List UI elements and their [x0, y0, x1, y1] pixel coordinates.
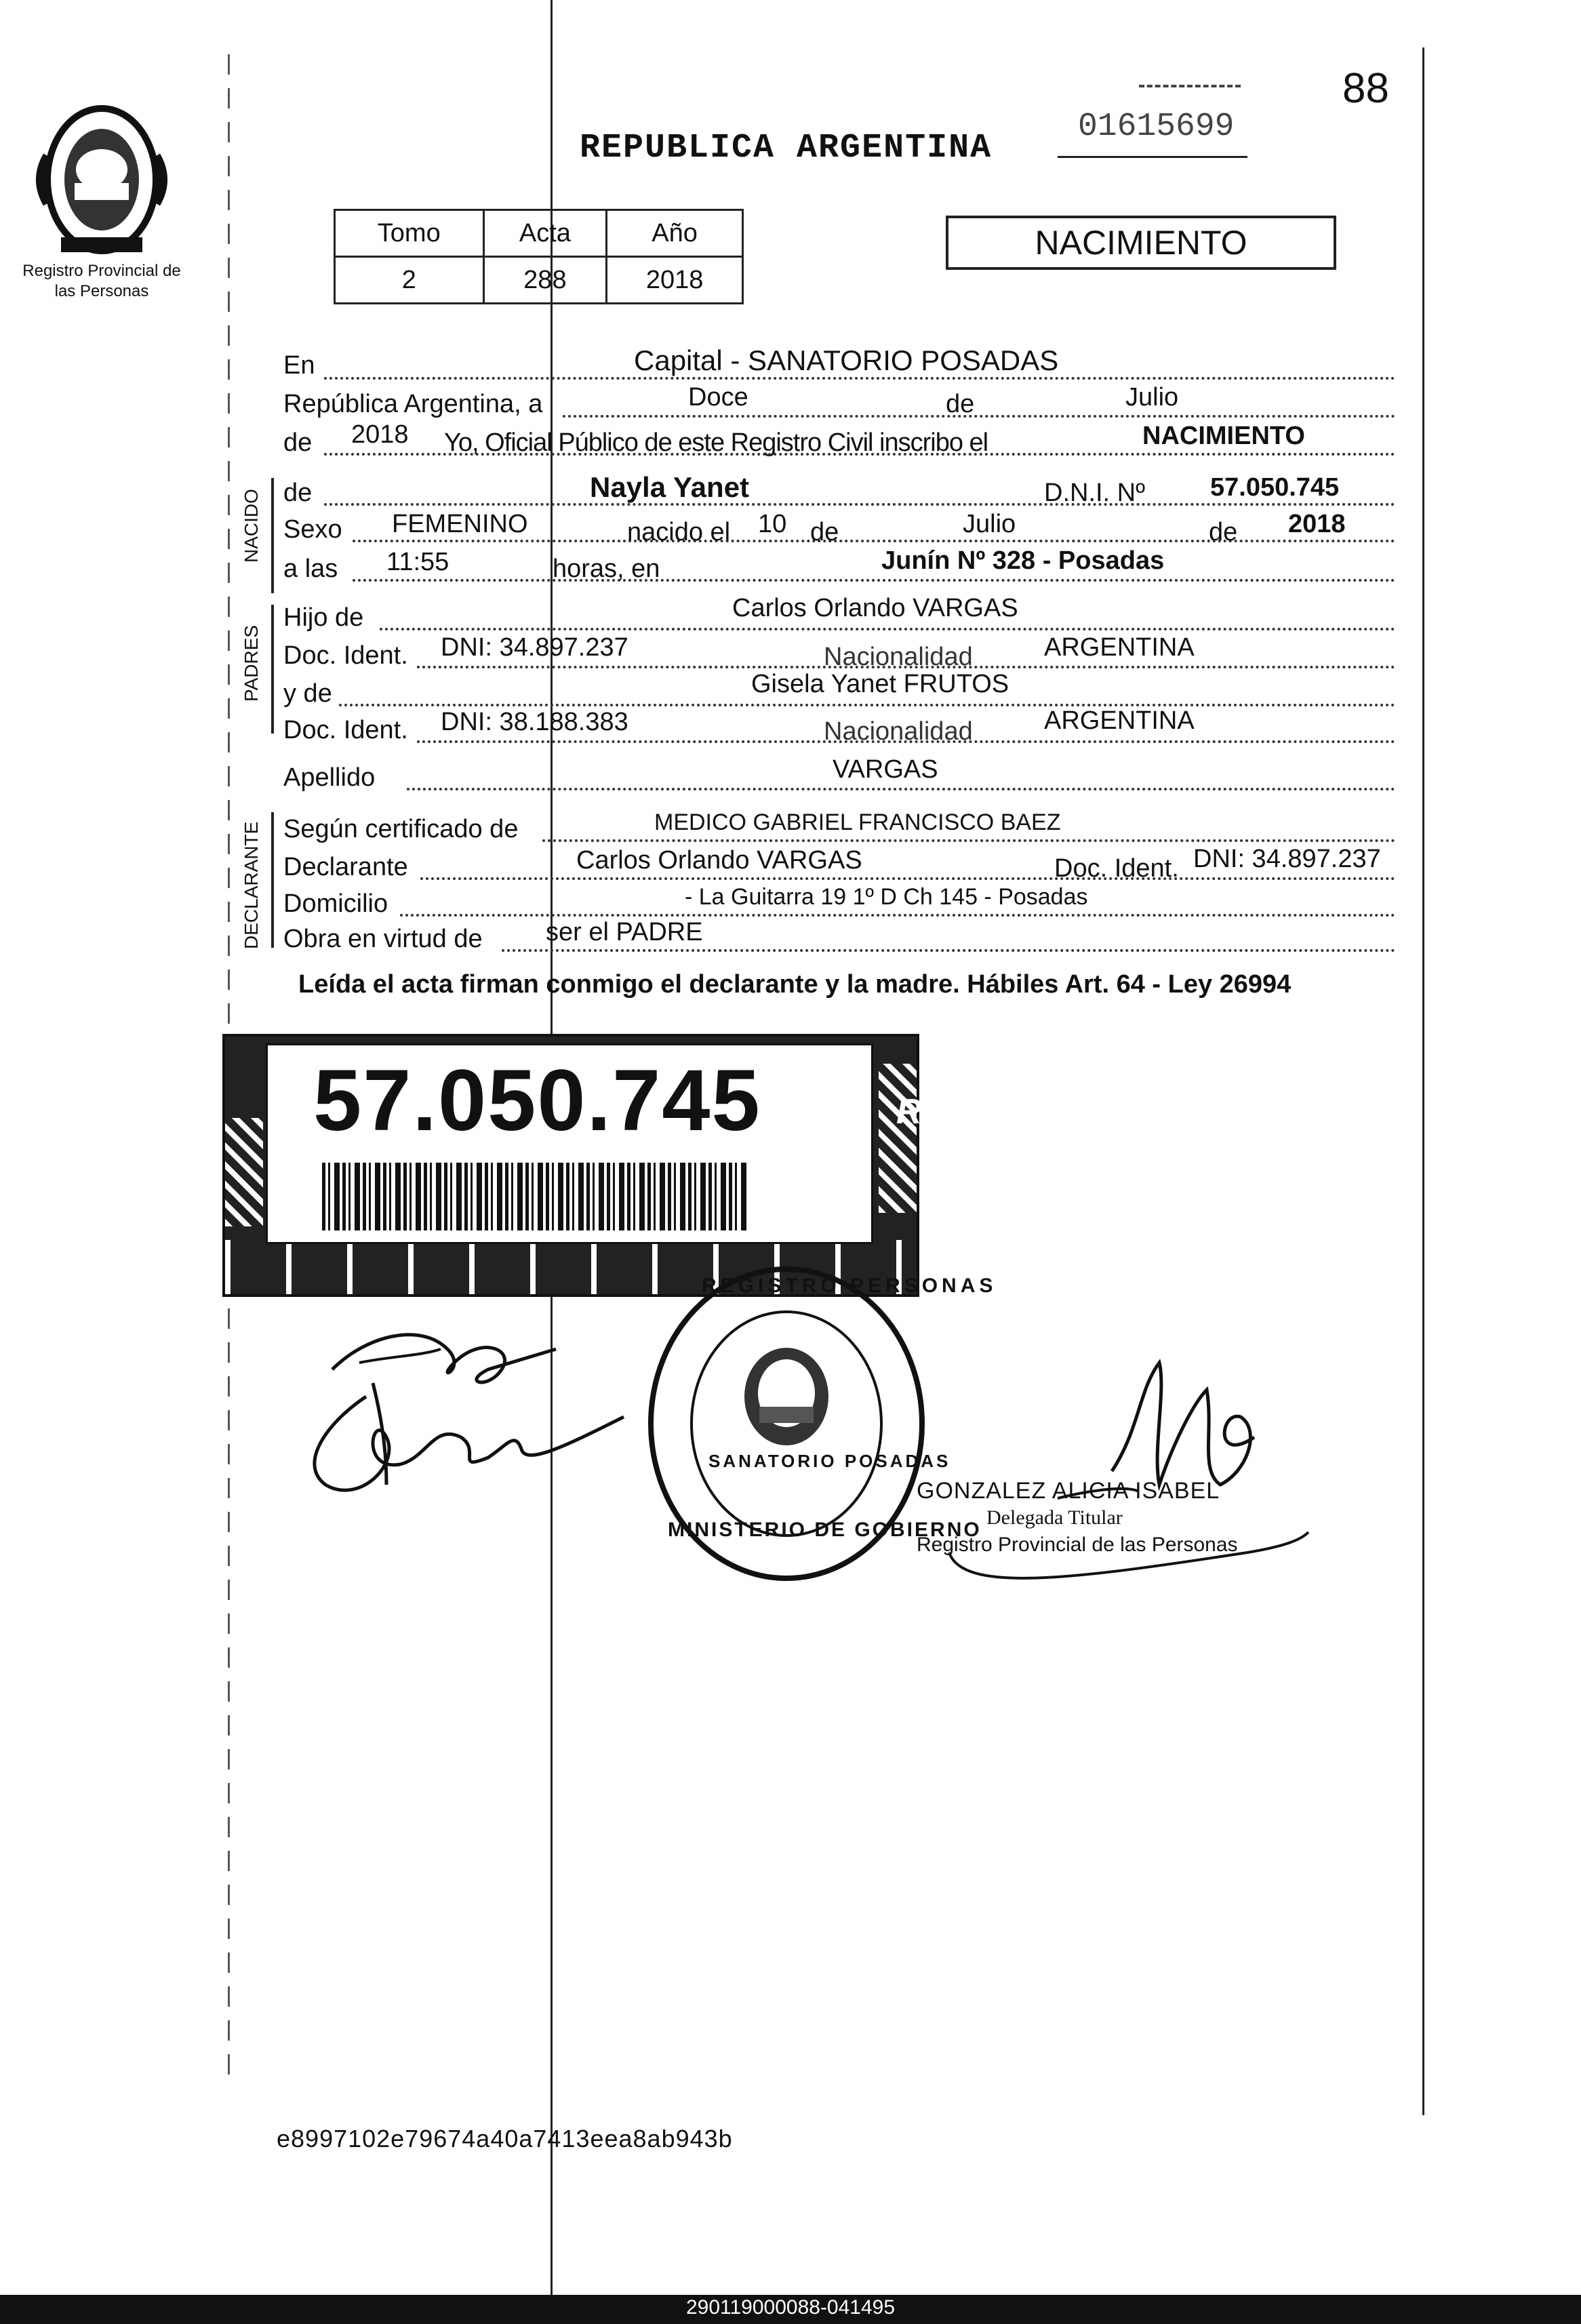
- name-value: Nayla Yanet: [590, 471, 750, 503]
- header-acta: Acta: [483, 210, 607, 257]
- record-table: [334, 209, 744, 304]
- month-value: Julio: [1125, 383, 1179, 412]
- de-label: de: [946, 390, 975, 418]
- decl-doc-label: Doc. Ident.: [1054, 854, 1179, 883]
- page-number: 88: [1342, 65, 1389, 112]
- barcode: [322, 1163, 749, 1230]
- domicilio-value: - La Guitarra 19 1º D Ch 145 - Posadas: [685, 884, 1088, 910]
- dots: [324, 453, 1395, 456]
- horas-label: horas, en: [553, 555, 660, 583]
- dni-label: D.N.I. Nº: [1044, 479, 1145, 507]
- mother-doc-value: DNI: 38.188.383: [441, 708, 628, 736]
- yde-label: y de: [283, 679, 332, 708]
- time-value: 11:55: [386, 548, 449, 576]
- dots: [353, 540, 1395, 542]
- dots: [400, 914, 1395, 917]
- nac-label-2: Nacionalidad: [824, 717, 973, 746]
- province-logo: [34, 102, 169, 258]
- day-value: Doce: [688, 383, 748, 412]
- record-type: NACIMIENTO: [1035, 224, 1247, 262]
- de-name-label: de: [283, 479, 313, 507]
- seal-bottom-text: MINISTERIO DE GOBIERNO: [668, 1519, 982, 1541]
- declarante-label: Declarante: [283, 853, 408, 881]
- doc-label-2: Doc. Ident.: [283, 716, 408, 744]
- dots: [542, 839, 1395, 842]
- certificado-value: MEDICO GABRIEL FRANCISCO BAEZ: [654, 809, 1061, 835]
- hijo-label: Hijo de: [283, 603, 364, 632]
- place-value: Capital - SANATORIO POSADAS: [634, 344, 1059, 376]
- republica-label: República Argentina, a: [283, 390, 543, 418]
- mother-nat-value: ARGENTINA: [1044, 706, 1195, 735]
- footer-code: 290119000088-041495: [685, 2296, 896, 2319]
- birth-de-label: de: [810, 518, 839, 546]
- document-hash: e8997102e79674a40a7413eea8ab943b: [277, 2125, 733, 2152]
- a-las-label: a las: [283, 555, 338, 583]
- dots: [563, 415, 1395, 418]
- value-acta: 288: [483, 257, 607, 304]
- nacido-bracket: [271, 478, 274, 593]
- nacido-label: nacido el: [627, 518, 731, 546]
- sexo-value: FEMENINO: [392, 510, 528, 538]
- serial-underline: [1058, 156, 1247, 158]
- right-margin-line: [1422, 47, 1424, 2115]
- birth-day-value: 10: [758, 510, 787, 538]
- header-tomo: Tomo: [335, 210, 484, 257]
- birth-year-de-label: de: [1209, 518, 1238, 546]
- seal-outer-text: REGISTRO PERSONAS: [702, 1275, 997, 1297]
- year-value: 2018: [351, 420, 409, 449]
- year-prefix: de: [283, 428, 313, 457]
- domicilio-label: Domicilio: [283, 889, 388, 918]
- segun-label: Según certificado de: [283, 815, 519, 843]
- obra-label: Obra en virtud de: [283, 925, 483, 953]
- closing-text: Leída el acta firman conmigo el declarante y la madre. Hábiles Art. 64 - Ley 26994: [298, 970, 1292, 999]
- official-title: Delegada Titular: [986, 1506, 1123, 1529]
- dots: [339, 704, 1395, 706]
- sticker-dni-number: 57.050.745: [313, 1052, 761, 1149]
- father-nat-value: ARGENTINA: [1044, 633, 1195, 662]
- birth-place-value: Junín Nº 328 - Posadas: [881, 546, 1165, 575]
- dots: [324, 377, 1395, 380]
- section-declarante: DECLARANTE: [241, 821, 262, 949]
- apellido-label: Apellido: [283, 763, 376, 792]
- value-ano: 2018: [607, 257, 743, 304]
- section-padres: PADRES: [241, 624, 262, 702]
- oficial-text: Yo, Oficial Público de este Registro Civil inscribo el: [444, 428, 988, 457]
- dots: [420, 877, 1395, 880]
- birth-year-value: 2018: [1288, 510, 1346, 538]
- dots: [380, 628, 1395, 630]
- record-type-box: [946, 216, 1336, 270]
- official-office: Registro Provincial de las Personas: [917, 1534, 1238, 1556]
- obra-value: ser el PADRE: [546, 918, 703, 946]
- padres-bracket: [271, 605, 274, 734]
- declarante-value: Carlos Orlando VARGAS: [576, 846, 862, 875]
- en-label: En: [283, 351, 315, 380]
- declarant-signature: [285, 1308, 678, 1512]
- official-name: GONZALEZ ALICIA ISABEL: [917, 1478, 1220, 1504]
- declarante-doc-value: DNI: 34.897.237: [1193, 845, 1381, 873]
- sticker-pattern-letter: R: [896, 1092, 922, 1131]
- doc-label-1: Doc. Ident.: [283, 641, 408, 670]
- mother-value: Gisela Yanet FRUTOS: [751, 670, 1009, 698]
- section-nacido: NACIDO: [241, 489, 262, 563]
- seal-inner-text: SANATORIO POSADAS: [708, 1451, 951, 1471]
- dni-value: 57.050.745: [1210, 473, 1340, 502]
- country-title: REPUBLICA ARGENTINA: [580, 129, 993, 167]
- dots: [502, 949, 1395, 952]
- dots: [407, 788, 1395, 790]
- dots: [324, 503, 1395, 506]
- serial-dash: [1139, 85, 1241, 87]
- nac-label-1: Nacionalidad: [824, 643, 973, 671]
- declarante-bracket: [271, 812, 274, 948]
- apellido-value: VARGAS: [833, 755, 938, 784]
- sexo-label: Sexo: [283, 515, 342, 544]
- serial-number: 01615699: [1078, 108, 1235, 145]
- value-tomo: 2: [335, 257, 484, 304]
- registry-name: Registro Provincial de las Personas: [22, 262, 181, 300]
- father-doc-value: DNI: 34.897.237: [441, 633, 628, 662]
- birth-month-value: Julio: [963, 510, 1016, 538]
- dots: [353, 579, 1395, 582]
- father-value: Carlos Orlando VARGAS: [732, 594, 1018, 622]
- header-ano: Año: [607, 210, 743, 257]
- inscribo-value: NACIMIENTO: [1142, 422, 1305, 450]
